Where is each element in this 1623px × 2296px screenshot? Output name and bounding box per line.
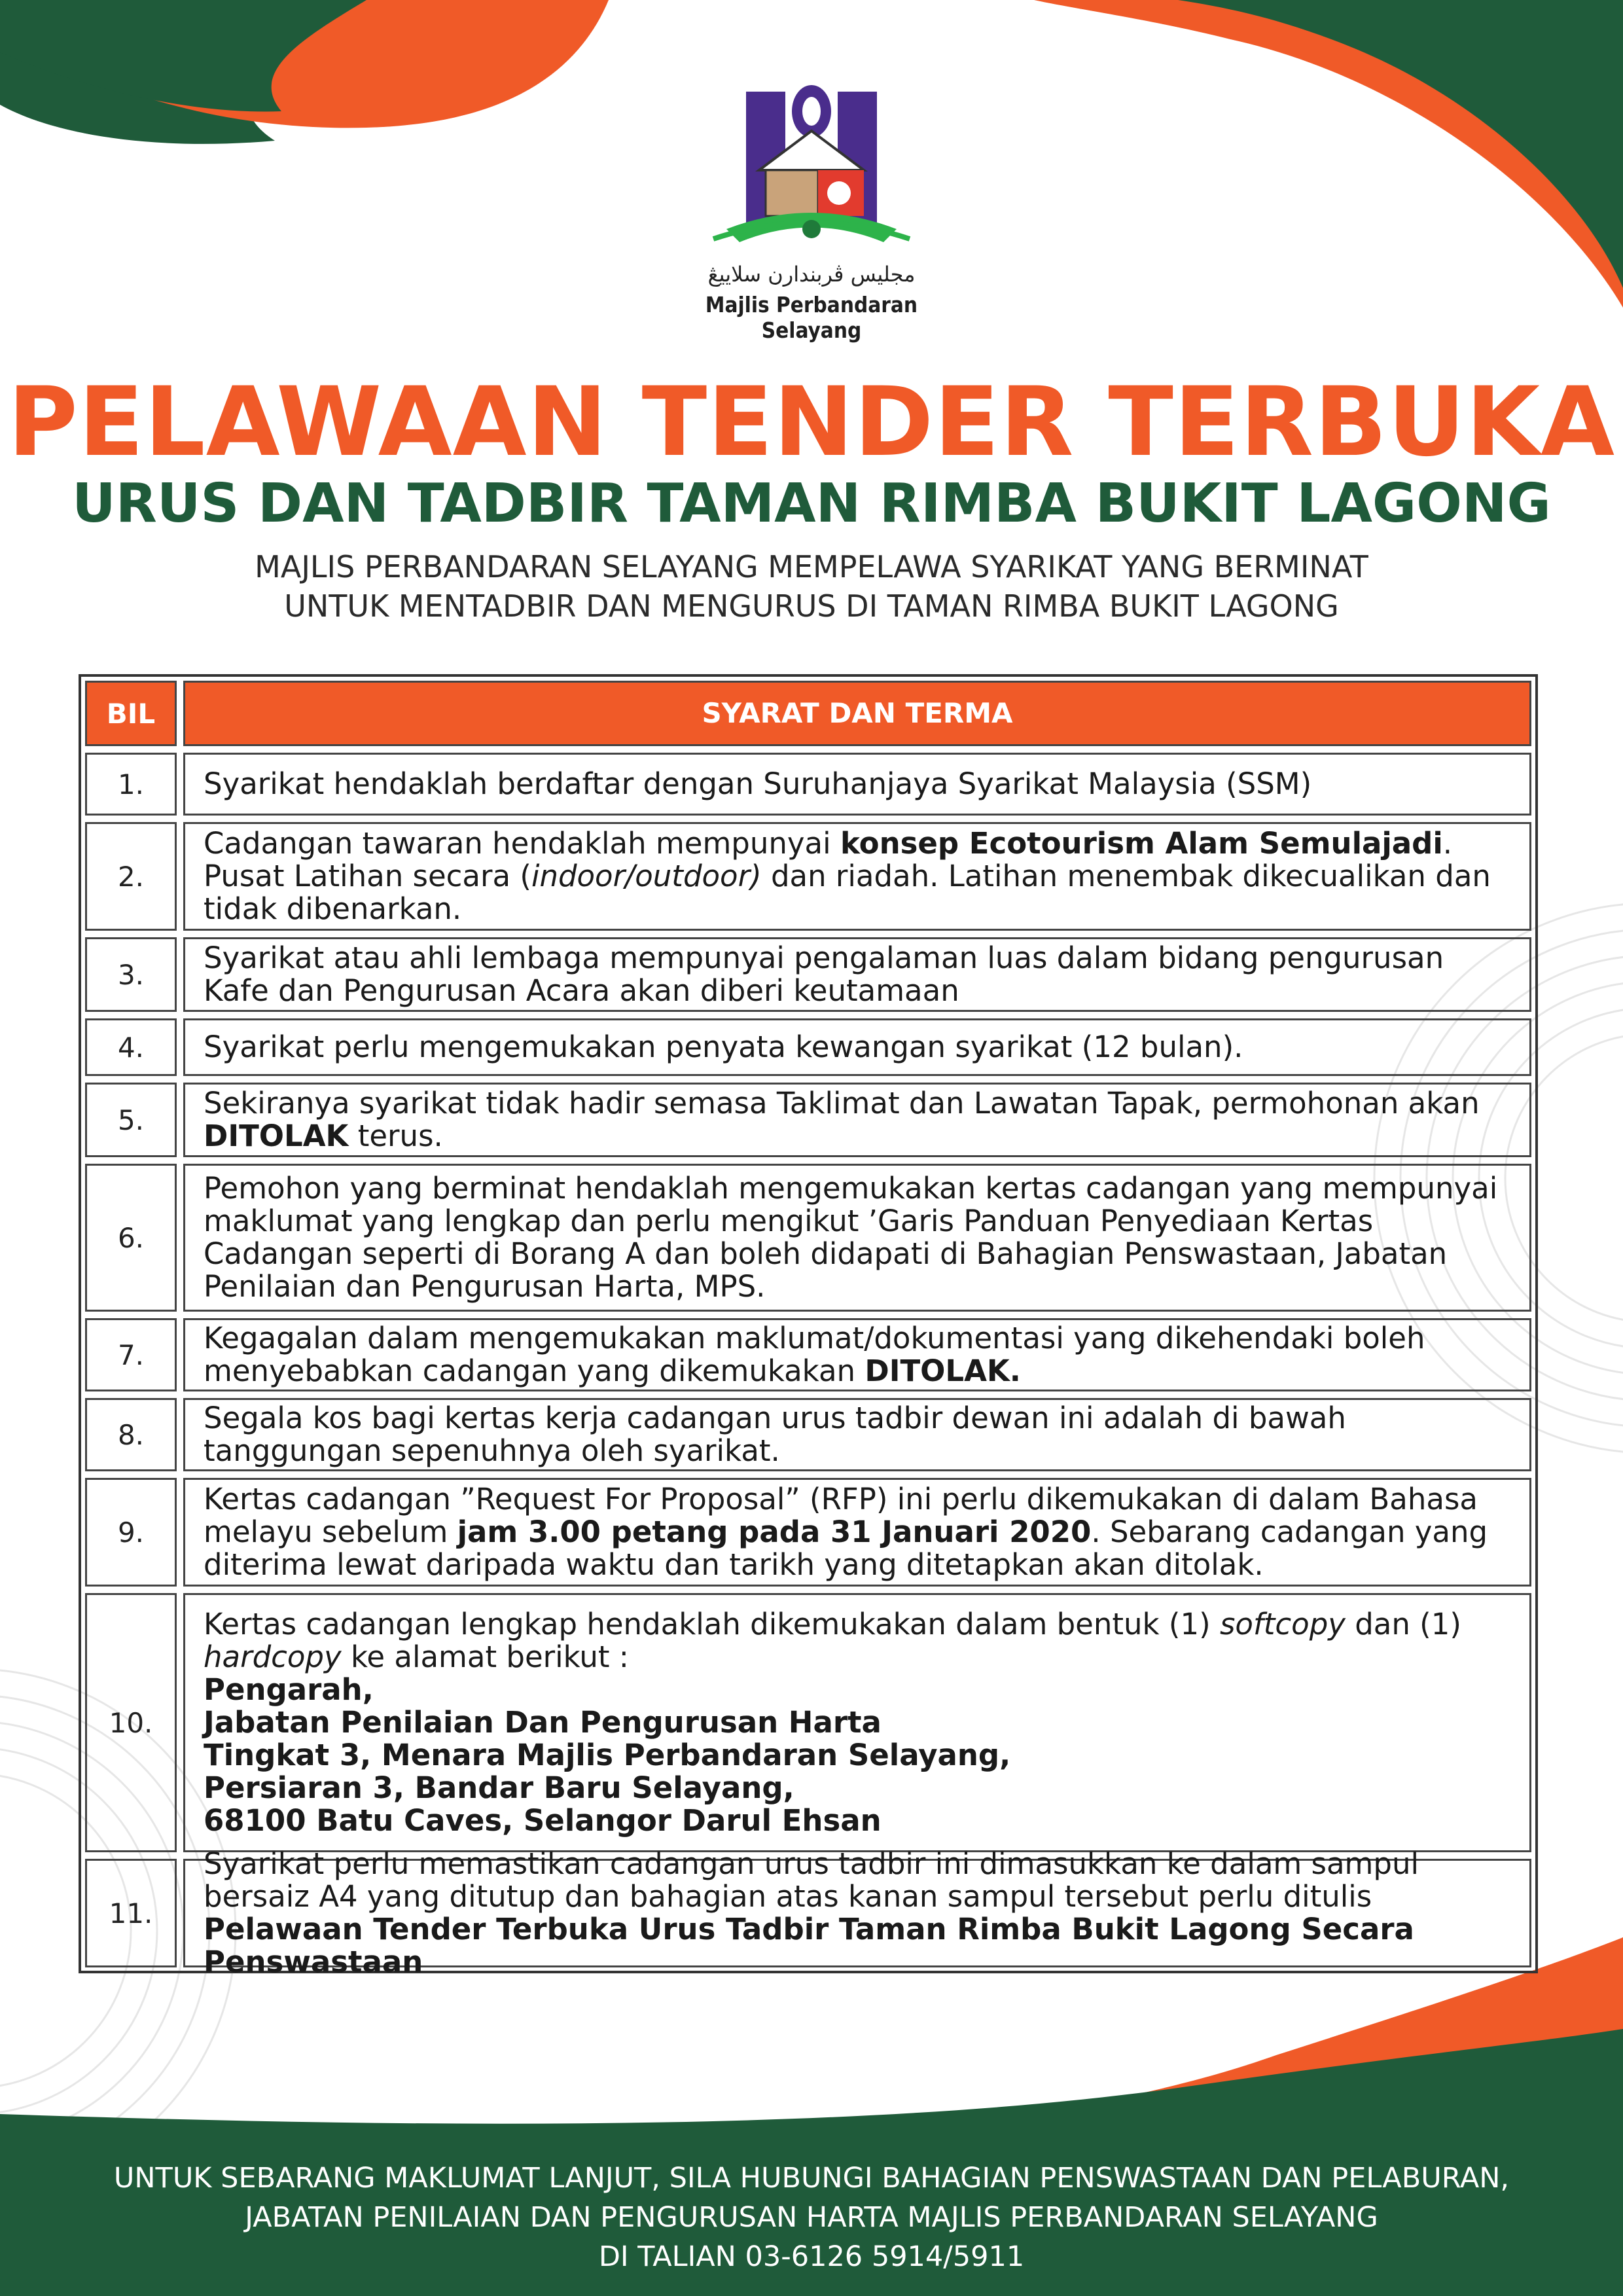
table-row [85, 1846, 1531, 1979]
address-line: Jabatan Penilaian Dan Pengurusan Harta [204, 1705, 882, 1740]
footer-contact [0, 2159, 1623, 2276]
row-text: Sekiranya syarikat tidak hadir semasa Taklimat dan Lawatan Tapak, permohonan akan DITOLAK terus. [183, 1083, 1531, 1157]
page-subtitle: URUS DAN TADBIR TAMAN RIMBA BUKIT LAGONG [72, 473, 1551, 535]
row-text: Cadangan tawaran hendaklah mempunyai konsep Ecotourism Alam Semulajadi. Pusat Latihan secara (indoor/outdoor) dan riadah. Latihan menembak dikecualikan dan tidak dibenarkan. [183, 822, 1531, 931]
table-header-row [85, 681, 1531, 746]
row-number: 11. [85, 1859, 177, 1967]
header-terms: SYARAT DAN TERMA [183, 681, 1531, 746]
row-number: 10. [85, 1593, 177, 1852]
address-line: Pengarah, [204, 1672, 374, 1707]
row-number: 2. [85, 822, 177, 931]
table-row [85, 1318, 1531, 1391]
row-number: 1. [85, 753, 177, 816]
row-number: 4. [85, 1018, 177, 1076]
row-number: 7. [85, 1318, 177, 1391]
row-text: Pemohon yang berminat hendaklah mengemukakan kertas cadangan yang mempunyai maklumat yang lengkap dan perlu mengikut ’Garis Panduan Penyediaan Kertas Cadangan seperti di Borang A dan boleh didapati di Bahagian Penswastaan, Jabatan Penilaian dan Pengurusan Harta, MPS. [183, 1164, 1531, 1312]
row-text: Syarikat perlu mengemukakan penyata kewangan syarikat (12 bulan). [183, 1018, 1531, 1076]
address-line: Tingkat 3, Menara Majlis Perbandaran Selayang, [204, 1738, 1011, 1772]
table-row [85, 1164, 1531, 1312]
row-number: 5. [85, 1083, 177, 1157]
row-text: Syarikat hendaklah berdaftar dengan Suruhanjaya Syarikat Malaysia (SSM) [183, 753, 1531, 816]
row-text: Segala kos bagi kertas kerja cadangan urus tadbir dewan ini adalah di bawah tanggungan sepenuhnya oleh syarikat. [183, 1398, 1531, 1471]
table-row [85, 1398, 1531, 1471]
header-bil: BIL [85, 681, 177, 746]
row-text: Syarikat perlu memastikan cadangan urus tadbir ini dimasukkan ke dalam sampul bersaiz A4 yang ditutup dan bahagian atas kanan sampul tersebut perlu ditulis Pelawaan Tender Terbuka Urus Tadbir Taman Rimba Bukit Lagong Secara Penswastaan [183, 1859, 1531, 1967]
mps-logo [687, 72, 936, 262]
table-row [85, 1478, 1531, 1587]
row-text: Kertas cadangan ”Request For Proposal” (RFP) ini perlu dikemukakan di dalam Bahasa melayu sebelum jam 3.00 petang pada 31 Januari 2020. Sebarang cadangan yang diterima lewat daripada waktu dan tarikh yang ditetapkan akan ditolak. [183, 1478, 1531, 1587]
row-number: 3. [85, 937, 177, 1012]
row-text: Kegagalan dalam mengemukakan maklumat/dokumentasi yang dikehendaki boleh menyebabkan cadangan yang dikemukakan DITOLAK. [183, 1318, 1531, 1391]
table-row [85, 937, 1531, 1012]
logo-jawi-text: مجليس ڤربندارن سلاييڠ [707, 262, 916, 287]
address-line: 68100 Batu Caves, Selangor Darul Ehsan [204, 1803, 882, 1838]
intro-line-1: MAJLIS PERBANDARAN SELAYANG MEMPELAWA SYARIKAT YANG BERMINAT [255, 549, 1368, 584]
intro-line-2: UNTUK MENTADBIR DAN MENGURUS DI TAMAN RIMBA BUKIT LAGONG [284, 588, 1339, 624]
row-text: Kertas cadangan lengkap hendaklah dikemukakan dalam bentuk (1) softcopy dan (1) hardcopy ke alamat berikut : Pengarah, Jabatan Penilaian Dan Pengurusan Harta Tingkat 3, Menara Majlis Perbandaran Selayang, Persiaran 3, Bandar Baru Selayang, 68100 Batu Caves, Selangor Darul Ehsan [183, 1593, 1531, 1852]
terms-table [79, 674, 1538, 1979]
footer-line-3: DI TALIAN 03-6126 5914/5911 [598, 2240, 1025, 2273]
row-number: 9. [85, 1478, 177, 1587]
page-title: PELAWAAN TENDER TERBUKA [7, 367, 1616, 478]
intro-text [0, 547, 1623, 626]
table-row [85, 1593, 1531, 1852]
logo-name-text: Majlis Perbandaran Selayang [705, 292, 918, 343]
address-line: Persiaran 3, Bandar Baru Selayang, [204, 1770, 794, 1805]
row-number: 6. [85, 1164, 177, 1312]
table-row [85, 822, 1531, 931]
row-text: Syarikat atau ahli lembaga mempunyai pengalaman luas dalam bidang pengurusan Kafe dan Pengurusan Acara akan diberi keutamaan [183, 937, 1531, 1012]
row-number: 8. [85, 1398, 177, 1471]
table-row [85, 1018, 1531, 1076]
footer-line-1: UNTUK SEBARANG MAKLUMAT LANJUT, SILA HUBUNGI BAHAGIAN PENSWASTAAN DAN PELABURAN, [113, 2162, 1510, 2195]
table-row [85, 1083, 1531, 1157]
table-row [85, 753, 1531, 816]
footer-line-2: JABATAN PENILAIAN DAN PENGURUSAN HARTA MAJLIS PERBANDARAN SELAYANG [245, 2201, 1378, 2234]
